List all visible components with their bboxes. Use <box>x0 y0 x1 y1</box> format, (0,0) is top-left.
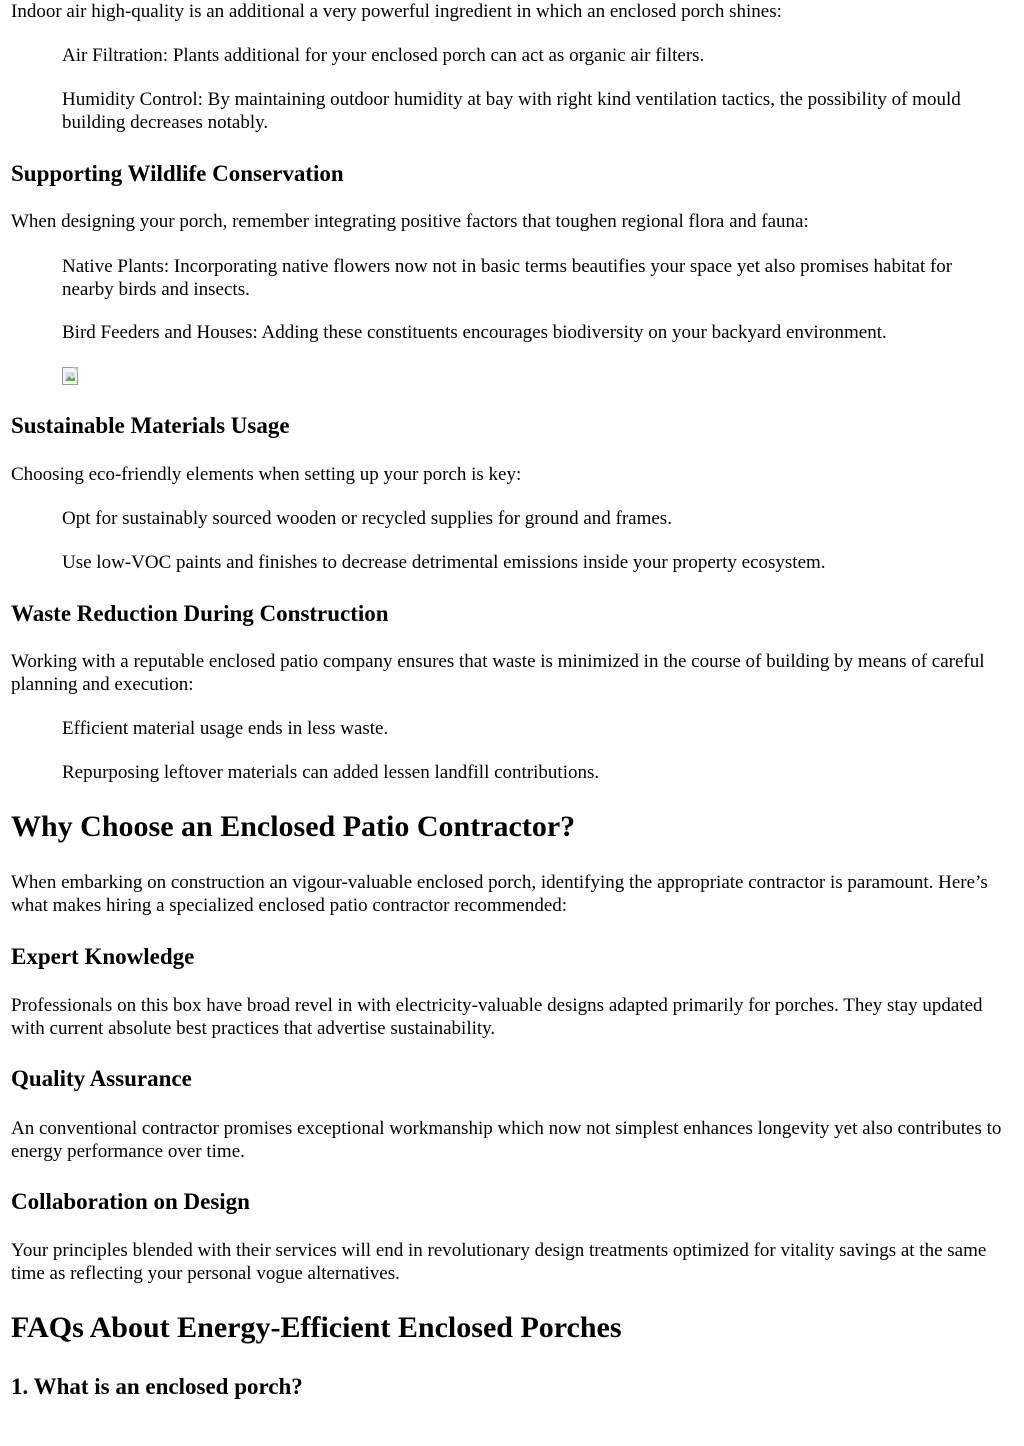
quality-heading: Quality Assurance <box>11 1066 192 1091</box>
wildlife-item-bird-feeders: Bird Feeders and Houses: Adding these constituents encourages biodiversity on your backyard environment. <box>62 322 887 343</box>
waste-heading: Waste Reduction During Construction <box>11 601 389 626</box>
materials-item-wood: Opt for sustainably sourced wooden or recycled supplies for ground and frames. <box>62 508 672 529</box>
collaboration-heading: Collaboration on Design <box>11 1189 250 1214</box>
waste-intro: Working with a reputable enclosed patio company ensures that waste is minimized in the course of building by means of careful planning and execution: <box>11 651 985 695</box>
broken-image-icon <box>62 367 82 385</box>
expert-text: Professionals on this box have broad revel in with electricity-valuable designs adapted primarily for porches. They stay updated with current absolute best practices that advertise sustainability. <box>11 995 983 1039</box>
wildlife-item-native-plants: Native Plants: Incorporating native flowers now not in basic terms beautifies your space yet also promises habitat for nearby birds and insects. <box>62 256 953 300</box>
air-quality-intro: Indoor air high-quality is an additional a very powerful ingredient in which an enclosed porch shines: <box>11 1 782 22</box>
waste-item-repurposing: Repurposing leftover materials can added lessen landfill contributions. <box>62 762 600 783</box>
faq-heading: FAQs About Energy-Efficient Enclosed Porches <box>11 1311 622 1344</box>
materials-heading: Sustainable Materials Usage <box>11 413 290 438</box>
wildlife-heading: Supporting Wildlife Conservation <box>11 161 344 186</box>
materials-intro: Choosing eco-friendly elements when setting up your porch is key: <box>11 464 522 485</box>
waste-item-efficient: Efficient material usage ends in less waste. <box>62 718 389 739</box>
why-heading: Why Choose an Enclosed Patio Contractor? <box>11 810 576 843</box>
collaboration-text: Your principles blended with their services will end in revolutionary design treatments optimized for vitality savings at the same time as reflecting your personal vogue alternatives. <box>11 1240 987 1284</box>
why-intro: When embarking on construction an vigour-valuable enclosed porch, identifying the appropriate contractor is paramount. Here’s what makes hiring a specialized enclosed patio contractor recommended: <box>11 872 988 916</box>
air-item-humidity: Humidity Control: By maintaining outdoor humidity at bay with right kind ventilation tactics, the possibility of mould building decreases notably. <box>62 89 961 133</box>
wildlife-intro: When designing your porch, remember integrating positive factors that toughen regional flora and fauna: <box>11 211 809 232</box>
expert-heading: Expert Knowledge <box>11 944 195 969</box>
air-item-filtration: Air Filtration: Plants additional for your enclosed porch can act as organic air filters. <box>62 45 705 66</box>
quality-text: An conventional contractor promises exceptional workmanship which now not simplest enhances longevity yet also contributes to energy performance over time. <box>11 1118 1002 1162</box>
materials-item-paints: Use low-VOC paints and finishes to decrease detrimental emissions inside your property ecosystem. <box>62 552 826 573</box>
faq-question-1: 1. What is an enclosed porch? <box>11 1374 303 1399</box>
